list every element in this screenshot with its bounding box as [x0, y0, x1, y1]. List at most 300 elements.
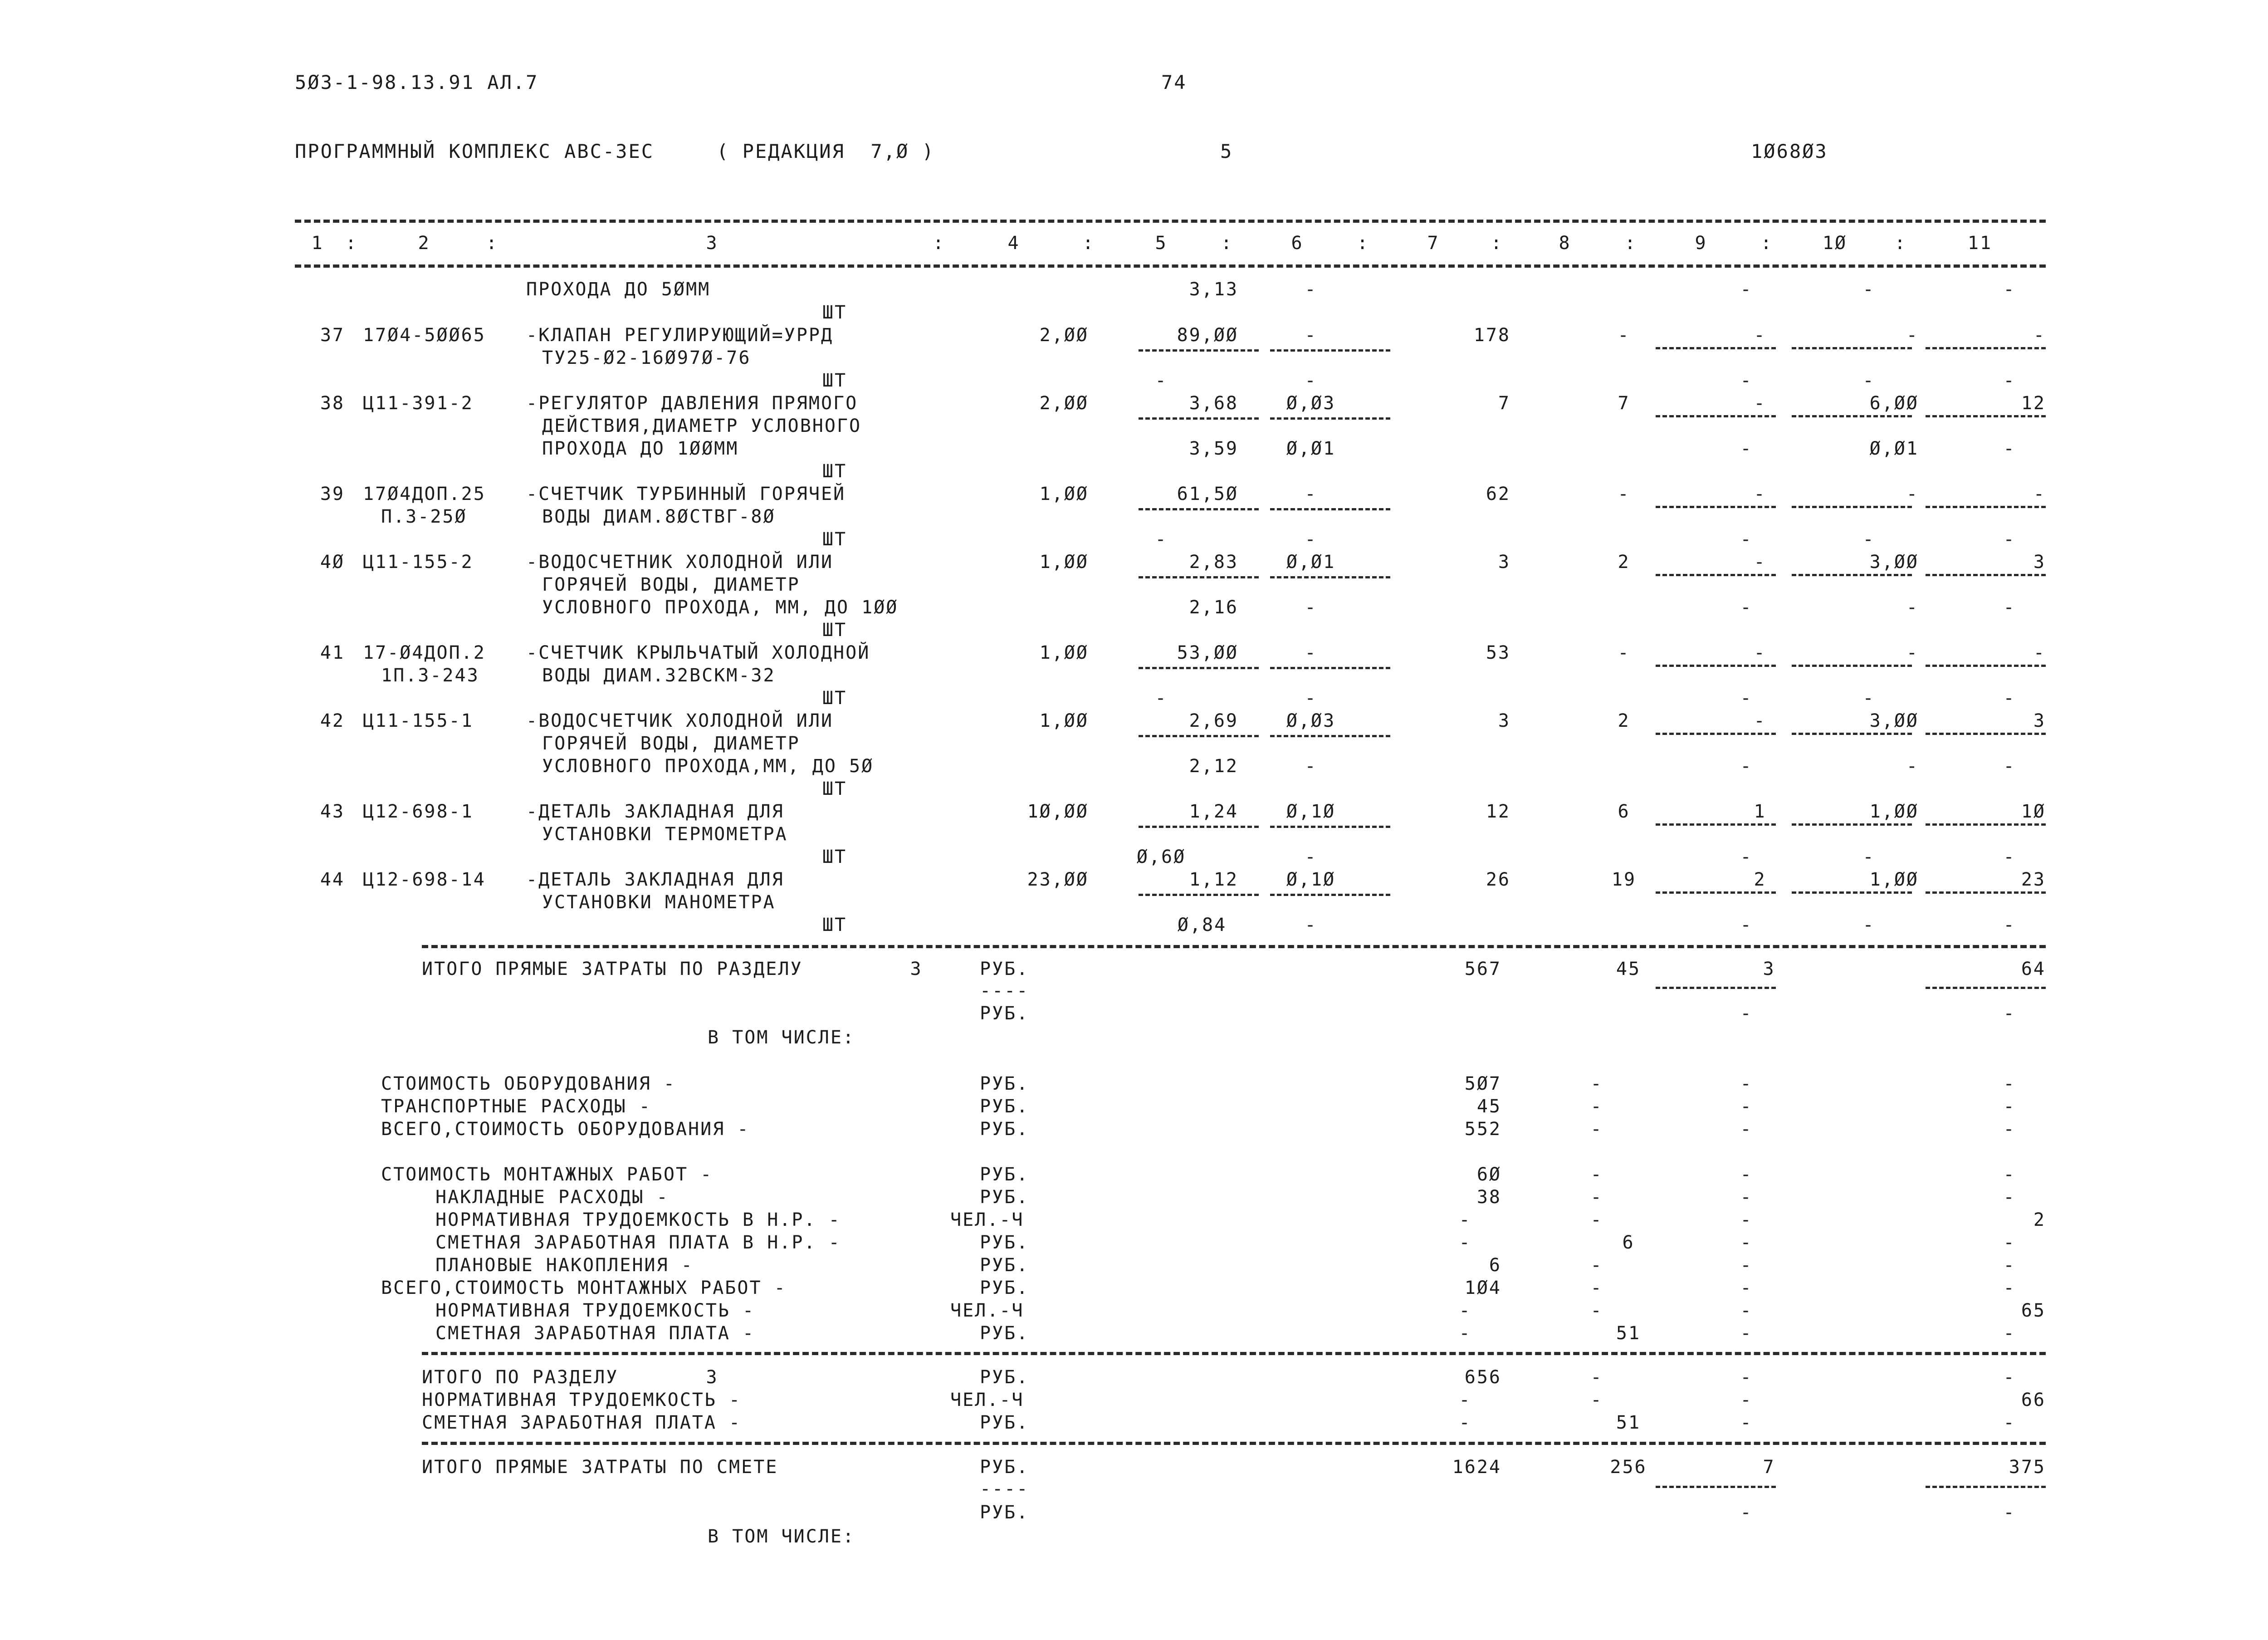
unit-wage: - — [1305, 325, 1317, 346]
breakdown-c8: 6 — [1622, 1232, 1635, 1253]
summary-c8: - — [1590, 1367, 1603, 1388]
unit-label: РУБ. — [980, 1323, 1029, 1344]
breakdown-c11: - — [2003, 1164, 2016, 1185]
total-wage: 2 — [1618, 552, 1630, 573]
sub-c11: - — [2003, 756, 2016, 777]
unit-line-c11: - — [2003, 847, 2016, 867]
column-header-4: 4 — [1007, 233, 1020, 254]
unit-wage: Ø,1Ø — [1286, 801, 1336, 822]
item-description: -СЧЕТЧИК КРЫЛЬЧАТЫЙ ХОЛОДНОЙ — [526, 642, 870, 663]
breakdown-c8: - — [1590, 1300, 1603, 1321]
row-number: 37 — [320, 325, 345, 346]
labour-hours: 3,ØØ — [1869, 552, 1919, 573]
c9-subtotal-rule — [1656, 347, 1776, 349]
c11-subtotal-rule — [1926, 891, 2046, 894]
column-separator: : — [1082, 233, 1095, 254]
quantity: 1,ØØ — [1039, 552, 1089, 573]
item-description: -ВОДОСЧЕТНИК ХОЛОДНОЙ ИЛИ — [526, 552, 834, 573]
total-labour: 12 — [2021, 393, 2046, 414]
column-header-2: 2 — [418, 233, 430, 254]
quantity: 1,ØØ — [1039, 710, 1089, 731]
section-c9b: - — [1740, 1003, 1753, 1024]
row-number: 38 — [320, 393, 345, 414]
unit-wage: Ø,1Ø — [1286, 869, 1336, 890]
c9-subtotal-rule — [1656, 733, 1776, 735]
unit-label: РУБ. — [980, 1187, 1029, 1208]
section-summary-label: ИТОГО ПО РАЗДЕЛУ — [422, 1367, 619, 1388]
column-header-6: 6 — [1291, 233, 1304, 254]
unit-line-c6: - — [1305, 688, 1317, 709]
resource-code: П.3-25Ø — [381, 506, 467, 527]
item-description: ВОДЫ ДИАМ.8ØСТВГ-8Ø — [542, 506, 776, 527]
sub-unit-wage: Ø,Ø1 — [1286, 438, 1336, 459]
summary-c9: - — [1740, 1367, 1753, 1388]
breakdown-c8: - — [1590, 1209, 1603, 1230]
total-cost: 53 — [1486, 642, 1510, 663]
breakdown-c11: - — [2003, 1073, 2016, 1094]
breakdown-label: СТОИМОСТЬ МОНТАЖНЫХ РАБОТ - — [381, 1164, 713, 1185]
unit-line-c10: - — [1862, 688, 1875, 709]
c10-subtotal-rule — [1792, 891, 1912, 894]
item-description: ПРОХОДА ДО 1ØØММ — [542, 438, 739, 459]
c10-subtotal-rule — [1792, 733, 1912, 735]
unit-line-c5: - — [1155, 370, 1168, 391]
estimate-total-label: ИТОГО ПРЯМЫЕ ЗАТРАТЫ ПО СМЕТЕ — [422, 1457, 778, 1478]
breakdown-c11: - — [2003, 1096, 2016, 1117]
item-description: ДЕЙСТВИЯ,ДИАМЕТР УСЛОВНОГО — [542, 416, 862, 436]
sub-unit-price: 2,12 — [1189, 756, 1238, 777]
quantity: 1,ØØ — [1039, 484, 1089, 504]
row-number: 39 — [320, 484, 345, 504]
unit-label: ШТ — [822, 302, 847, 323]
column-separator: : — [486, 233, 499, 254]
machine-cost: - — [1754, 393, 1766, 414]
c5-subtotal-rule — [1139, 894, 1259, 896]
sub-unit-wage: - — [1305, 597, 1317, 618]
table-head-rule — [295, 264, 2046, 268]
unit-label: ШТ — [822, 620, 847, 641]
total-wage: 6 — [1618, 801, 1630, 822]
labour-hours: - — [1906, 642, 1919, 663]
continued-c11: - — [2003, 279, 2016, 300]
c9-subtotal-rule — [1656, 574, 1776, 576]
unit-price: 53,ØØ — [1177, 642, 1238, 663]
breakdown-c7: 38 — [1476, 1187, 1501, 1208]
row-number: 41 — [320, 642, 345, 663]
unit-label: РУБ. — [980, 1255, 1029, 1276]
breakdown-c11: 65 — [2021, 1300, 2046, 1321]
unit-price: 2,83 — [1189, 552, 1238, 573]
breakdown-c9: - — [1740, 1096, 1753, 1117]
total-labour: 23 — [2021, 869, 2046, 890]
breakdown-c8: - — [1590, 1119, 1603, 1140]
breakdown-c9: - — [1740, 1073, 1753, 1094]
total-labour: - — [2033, 642, 2046, 663]
estimate-total-cost: 1624 — [1452, 1457, 1501, 1478]
unit-label: ШТ — [822, 688, 847, 709]
c9-subtotal-rule — [1656, 506, 1776, 508]
unit-line-c5: - — [1155, 688, 1168, 709]
c6-subtotal-rule — [1270, 349, 1390, 352]
c6-subtotal-rule — [1270, 826, 1390, 828]
unit-line-c9: - — [1740, 529, 1753, 550]
breakdown-c7: 552 — [1464, 1119, 1501, 1140]
c11-subtotal-rule — [1926, 1486, 2046, 1488]
last-c10: - — [1862, 915, 1875, 935]
column-header-3: 3 — [706, 233, 719, 254]
unit-label: ШТ — [822, 778, 847, 799]
c9-subtotal-rule — [1656, 823, 1776, 826]
section-direct-costs-label: ИТОГО ПРЯМЫЕ ЗАТРАТЫ ПО РАЗДЕЛУ — [422, 959, 803, 979]
summary-c9: - — [1740, 1390, 1753, 1410]
unit-price: 61,5Ø — [1177, 484, 1238, 504]
unit-line-c10: - — [1862, 529, 1875, 550]
column-header-10: 1Ø — [1822, 233, 1848, 254]
breakdown-c9: - — [1740, 1278, 1753, 1298]
summary-c7: 656 — [1464, 1367, 1501, 1388]
item-description: -СЧЕТЧИК ТУРБИННЫЙ ГОРЯЧЕЙ — [526, 484, 846, 504]
c6-subtotal-rule — [1270, 667, 1390, 669]
resource-code: 1П.3-243 — [381, 665, 479, 686]
column-separator: : — [345, 233, 358, 254]
c9-subtotal-rule — [1656, 1486, 1776, 1488]
quantity: 1,ØØ — [1039, 642, 1089, 663]
resource-code: 17Ø4ДОП.25 — [363, 484, 486, 504]
breakdown-c7: - — [1459, 1232, 1471, 1253]
c11-subtotal-rule — [1926, 823, 2046, 826]
c6-subtotal-rule — [1270, 576, 1390, 578]
c5-subtotal-rule — [1139, 735, 1259, 737]
program-edition: ( РЕДАКЦИЯ 7,Ø ) — [717, 140, 935, 162]
sub-unit-wage: - — [1305, 756, 1317, 777]
c5-subtotal-rule — [1139, 417, 1259, 420]
summary-c8: - — [1590, 1390, 1603, 1410]
unit-underline: ---- — [980, 980, 1029, 1001]
last-c6: - — [1305, 915, 1317, 935]
resource-code: 17-Ø4ДОП.2 — [363, 642, 486, 663]
c10-subtotal-rule — [1792, 347, 1912, 349]
unit-line-c9: - — [1740, 688, 1753, 709]
breakdown-c11: - — [2003, 1119, 2016, 1140]
breakdown-c9: - — [1740, 1164, 1753, 1185]
unit-line-c6: - — [1305, 529, 1317, 550]
breakdown-c8: - — [1590, 1255, 1603, 1276]
sub-c9: - — [1740, 756, 1753, 777]
item-description: -ДЕТАЛЬ ЗАКЛАДНАЯ ДЛЯ — [526, 869, 784, 890]
total-wage: 2 — [1618, 710, 1630, 731]
document-code: 5Ø3-1-98.13.91 АЛ.7 — [295, 71, 539, 93]
section-total-wage: 45 — [1616, 959, 1641, 979]
c5-subtotal-rule — [1139, 826, 1259, 828]
breakdown-label: СМЕТНАЯ ЗАРАБОТНАЯ ПЛАТА В Н.Р. - — [435, 1232, 841, 1253]
unit-label: ШТ — [822, 461, 847, 482]
c11-subtotal-rule — [1926, 506, 2046, 508]
sub-c10: - — [1906, 756, 1919, 777]
unit-line-c10: - — [1862, 847, 1875, 867]
breakdown-label: НАКЛАДНЫЕ РАСХОДЫ - — [435, 1187, 669, 1208]
c11-subtotal-rule — [1926, 987, 2046, 989]
unit-price: 2,69 — [1189, 710, 1238, 731]
total-wage: - — [1618, 642, 1630, 663]
c5-subtotal-rule — [1139, 508, 1259, 510]
sub-c9: - — [1740, 438, 1753, 459]
breakdown-c11: - — [2003, 1255, 2016, 1276]
total-cost: 62 — [1486, 484, 1510, 504]
total-cost: 3 — [1498, 710, 1510, 731]
section-machine-cost: 3 — [1763, 959, 1775, 979]
quantity: 2,ØØ — [1039, 393, 1089, 414]
estimate-labour: 375 — [2009, 1457, 2046, 1478]
section-number: 3 — [910, 959, 923, 979]
unit-line-c6: - — [1305, 370, 1317, 391]
unit-label: РУБ. — [980, 1096, 1029, 1117]
estimate-c9b: - — [1740, 1502, 1753, 1523]
breakdown-c11: - — [2003, 1232, 2016, 1253]
quantity: 23,ØØ — [1027, 869, 1089, 890]
c10-subtotal-rule — [1792, 574, 1912, 576]
unit-price: 1,24 — [1189, 801, 1238, 822]
unit-label: РУБ. — [980, 1367, 1029, 1388]
total-wage: 19 — [1611, 869, 1637, 890]
total-wage: - — [1618, 484, 1630, 504]
summary-c11: - — [2003, 1412, 2016, 1433]
unit-line-c6: - — [1305, 847, 1317, 867]
item-description: УСТАНОВКИ ТЕРМОМЕТРА — [542, 824, 788, 845]
section-total-cost: 567 — [1464, 959, 1501, 979]
quantity: 1Ø,ØØ — [1027, 801, 1089, 822]
item-description: -РЕГУЛЯТОР ДАВЛЕНИЯ ПРЯМОГО — [526, 393, 858, 414]
column-header-8: 8 — [1559, 233, 1571, 254]
breakdown-c9: - — [1740, 1323, 1753, 1344]
breakdown-c11: - — [2003, 1187, 2016, 1208]
last-unit-price: Ø,84 — [1177, 915, 1227, 935]
labour-hours: 3,ØØ — [1869, 710, 1919, 731]
total-cost: 3 — [1498, 552, 1510, 573]
total-cost: 12 — [1486, 801, 1510, 822]
breakdown-c9: - — [1740, 1119, 1753, 1140]
machine-cost: 1 — [1754, 801, 1766, 822]
unit-wage: - — [1305, 642, 1317, 663]
machine-cost: - — [1754, 325, 1766, 346]
unit-label: ШТ — [822, 529, 847, 550]
total-labour: - — [2033, 325, 2046, 346]
unit-line-c5: - — [1155, 529, 1168, 550]
column-separator: : — [1357, 233, 1369, 254]
sheet-number: 5 — [1220, 140, 1233, 162]
breakdown-c7: - — [1459, 1323, 1471, 1344]
c9-subtotal-rule — [1656, 987, 1776, 989]
c11-subtotal-rule — [1926, 415, 2046, 417]
document-number: 1Ø68Ø3 — [1751, 140, 1828, 162]
section-labour: 64 — [2021, 959, 2046, 979]
last-c9: - — [1740, 915, 1753, 935]
c11-subtotal-rule — [1926, 574, 2046, 576]
unit-label: РУБ. — [980, 959, 1029, 979]
item-description: ТУ25-Ø2-16Ø97Ø-76 — [542, 348, 751, 368]
c11-subtotal-rule — [1926, 733, 2046, 735]
labour-hours: 6,ØØ — [1869, 393, 1919, 414]
sub-c10: Ø,Ø1 — [1869, 438, 1919, 459]
estimate-machine-cost: 7 — [1763, 1457, 1775, 1478]
program-title: ПРОГРАММНЫЙ КОМПЛЕКС АВС-3ЕС — [295, 140, 655, 162]
c9-subtotal-rule — [1656, 415, 1776, 417]
sub-unit-price: 3,59 — [1189, 438, 1238, 459]
unit-line-c9: - — [1740, 370, 1753, 391]
breakdown-c9: - — [1740, 1300, 1753, 1321]
machine-cost: - — [1754, 710, 1766, 731]
c11-subtotal-rule — [1926, 347, 2046, 349]
c11-subtotal-rule — [1926, 665, 2046, 667]
labour-hours: 1,ØØ — [1869, 869, 1919, 890]
breakdown-label: НОРМАТИВНАЯ ТРУДОЕМКОСТЬ - — [435, 1300, 755, 1321]
unit-label: РУБ. — [980, 1278, 1029, 1298]
total-labour: 3 — [2033, 710, 2046, 731]
column-separator: : — [1221, 233, 1233, 254]
section-c11b: - — [2003, 1003, 2016, 1024]
unit-label: РУБ. — [980, 1003, 1029, 1024]
unit-label: РУБ. — [980, 1119, 1029, 1140]
unit-price: 89,ØØ — [1177, 325, 1238, 346]
column-header-9: 9 — [1695, 233, 1707, 254]
breakdown-label: ПЛАНОВЫЕ НАКОПЛЕНИЯ - — [435, 1255, 694, 1276]
quantity: 2,ØØ — [1039, 325, 1089, 346]
breakdown-c9: - — [1740, 1232, 1753, 1253]
column-separator: : — [1894, 233, 1907, 254]
unit-label: ШТ — [822, 847, 847, 867]
total-cost: 7 — [1498, 393, 1510, 414]
unit-label: РУБ. — [980, 1457, 1029, 1478]
unit-line-c5: Ø,6Ø — [1136, 847, 1186, 867]
estimate-rule — [422, 1442, 2046, 1445]
summary-c11: 66 — [2021, 1390, 2046, 1410]
section-summary-label: НОРМАТИВНАЯ ТРУДОЕМКОСТЬ - — [422, 1390, 742, 1410]
breakdown-label: ВСЕГО,СТОИМОСТЬ МОНТАЖНЫХ РАБОТ - — [381, 1278, 787, 1298]
breakdown-c8: - — [1590, 1164, 1603, 1185]
item-description: ГОРЯЧЕЙ ВОДЫ, ДИАМЕТР — [542, 733, 800, 754]
c6-subtotal-rule — [1270, 508, 1390, 510]
c5-subtotal-rule — [1139, 349, 1259, 352]
page-number: 74 — [1161, 71, 1187, 93]
c5-subtotal-rule — [1139, 667, 1259, 669]
breakdown-c8: - — [1590, 1073, 1603, 1094]
column-header-1: 1 — [311, 233, 324, 254]
summary-c8: 51 — [1616, 1412, 1641, 1433]
item-description: -КЛАПАН РЕГУЛИРУЮЩИЙ=УРРД — [526, 325, 834, 346]
labour-hours: - — [1906, 484, 1919, 504]
column-header-7: 7 — [1427, 233, 1440, 254]
c9-subtotal-rule — [1656, 665, 1776, 667]
resource-code: Ц11-391-2 — [363, 393, 474, 414]
summary-c9: - — [1740, 1412, 1753, 1433]
continued-price: 3,13 — [1189, 279, 1238, 300]
breakdown-c7: 45 — [1476, 1096, 1501, 1117]
continued-description: ПРОХОДА ДО 5ØММ — [526, 279, 711, 300]
breakdown-label: ВСЕГО,СТОИМОСТЬ ОБОРУДОВАНИЯ - — [381, 1119, 750, 1140]
labour-hours: - — [1906, 325, 1919, 346]
sub-c11: - — [2003, 438, 2016, 459]
breakdown-label: ТРАНСПОРТНЫЕ РАСХОДЫ - — [381, 1096, 651, 1117]
resource-code: Ц12-698-1 — [363, 801, 474, 822]
section-summary-label: СМЕТНАЯ ЗАРАБОТНАЯ ПЛАТА - — [422, 1412, 742, 1433]
machine-cost: - — [1754, 642, 1766, 663]
breakdown-label: СМЕТНАЯ ЗАРАБОТНАЯ ПЛАТА - — [435, 1323, 755, 1344]
breakdown-c7: - — [1459, 1300, 1471, 1321]
row-number: 43 — [320, 801, 345, 822]
sub-c10: - — [1906, 597, 1919, 618]
sub-unit-price: 2,16 — [1189, 597, 1238, 618]
summary-c11: - — [2003, 1367, 2016, 1388]
resource-code: 17Ø4-5ØØ65 — [363, 325, 486, 346]
c6-subtotal-rule — [1270, 417, 1390, 420]
row-number: 4Ø — [320, 552, 345, 573]
item-description: -ВОДОСЧЕТЧИК ХОЛОДНОЙ ИЛИ — [526, 710, 834, 731]
unit-line-c11: - — [2003, 529, 2016, 550]
c10-subtotal-rule — [1792, 823, 1912, 826]
breakdown-c11: - — [2003, 1323, 2016, 1344]
sub-c11: - — [2003, 597, 2016, 618]
machine-cost: 2 — [1754, 869, 1766, 890]
machine-cost: - — [1754, 484, 1766, 504]
total-labour: - — [2033, 484, 2046, 504]
item-description: УСТАНОВКИ МАНОМЕТРА — [542, 892, 776, 913]
last-c11: - — [2003, 915, 2016, 935]
breakdown-c11: - — [2003, 1278, 2016, 1298]
row-number: 42 — [320, 710, 345, 731]
item-description: УСЛОВНОГО ПРОХОДА,ММ, ДО 5Ø — [542, 756, 874, 777]
resource-code: Ц12-698-14 — [363, 869, 486, 890]
item-description: УСЛОВНОГО ПРОХОДА, ММ, ДО 1ØØ — [542, 597, 899, 618]
estimate-c11b: - — [2003, 1502, 2016, 1523]
including-label: В ТОМ ЧИСЛЕ: — [708, 1526, 855, 1547]
breakdown-c7: - — [1459, 1209, 1471, 1230]
total-wage: - — [1618, 325, 1630, 346]
resource-code: Ц11-155-1 — [363, 710, 474, 731]
breakdown-c8: - — [1590, 1187, 1603, 1208]
summary-rule — [422, 1352, 2046, 1355]
unit-wage: Ø,Ø3 — [1286, 710, 1336, 731]
unit-underline: ---- — [980, 1478, 1029, 1499]
unit-label: ШТ — [822, 915, 847, 935]
unit-price: 1,12 — [1189, 869, 1238, 890]
including-label: В ТОМ ЧИСЛЕ: — [708, 1027, 855, 1048]
unit-label: РУБ. — [980, 1502, 1029, 1523]
column-separator: : — [933, 233, 945, 254]
breakdown-c11: 2 — [2033, 1209, 2046, 1230]
total-wage: 7 — [1618, 393, 1630, 414]
column-header-11: 11 — [1967, 233, 1993, 254]
c10-subtotal-rule — [1792, 665, 1912, 667]
unit-label: РУБ. — [980, 1412, 1029, 1433]
unit-label: ШТ — [822, 370, 847, 391]
breakdown-c8: 51 — [1616, 1323, 1641, 1344]
c10-subtotal-rule — [1792, 506, 1912, 508]
table-top-rule — [295, 220, 2046, 223]
unit-wage: Ø,Ø3 — [1286, 393, 1336, 414]
labour-hours: 1,ØØ — [1869, 801, 1919, 822]
breakdown-c8: - — [1590, 1096, 1603, 1117]
unit-line-c11: - — [2003, 370, 2016, 391]
column-separator: : — [1491, 233, 1503, 254]
continued-c10: - — [1862, 279, 1875, 300]
item-description: -ДЕТАЛЬ ЗАКЛАДНАЯ ДЛЯ — [526, 801, 784, 822]
unit-label: ЧЕЛ.-Ч — [950, 1209, 1024, 1230]
unit-line-c11: - — [2003, 688, 2016, 709]
section-number: 3 — [706, 1367, 719, 1388]
total-labour: 1Ø — [2021, 801, 2046, 822]
machine-cost: - — [1754, 552, 1766, 573]
breakdown-label: НОРМАТИВНАЯ ТРУДОЕМКОСТЬ В Н.Р. - — [435, 1209, 841, 1230]
c9-subtotal-rule — [1656, 891, 1776, 894]
